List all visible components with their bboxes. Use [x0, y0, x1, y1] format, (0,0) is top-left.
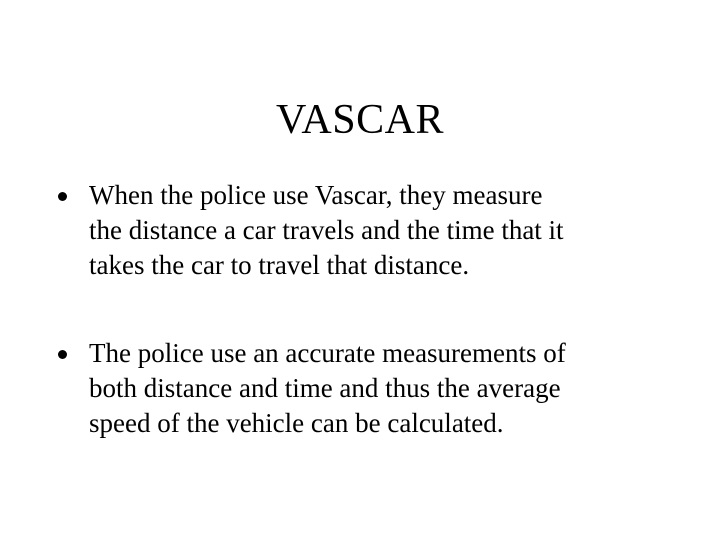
- bullet-dot-icon: [58, 192, 67, 201]
- bullet-list: [56, 178, 666, 441]
- bullet-item: [56, 336, 666, 441]
- bullet-line: speed of the vehicle can be calculated.: [89, 408, 504, 438]
- bullet-line: takes the car to travel that distance.: [89, 250, 470, 280]
- bullet-line: the distance a car travels and the time that it: [89, 215, 564, 245]
- bullet-line: When the police use Vascar, they measure: [89, 180, 543, 210]
- bullet-line: both distance and time and thus the average: [89, 373, 561, 403]
- bullet-line: The police use an accurate measurements of: [89, 338, 566, 368]
- bullet-dot-icon: [58, 350, 67, 359]
- bullet-item: [56, 178, 666, 283]
- slide-title: VASCAR: [276, 97, 444, 144]
